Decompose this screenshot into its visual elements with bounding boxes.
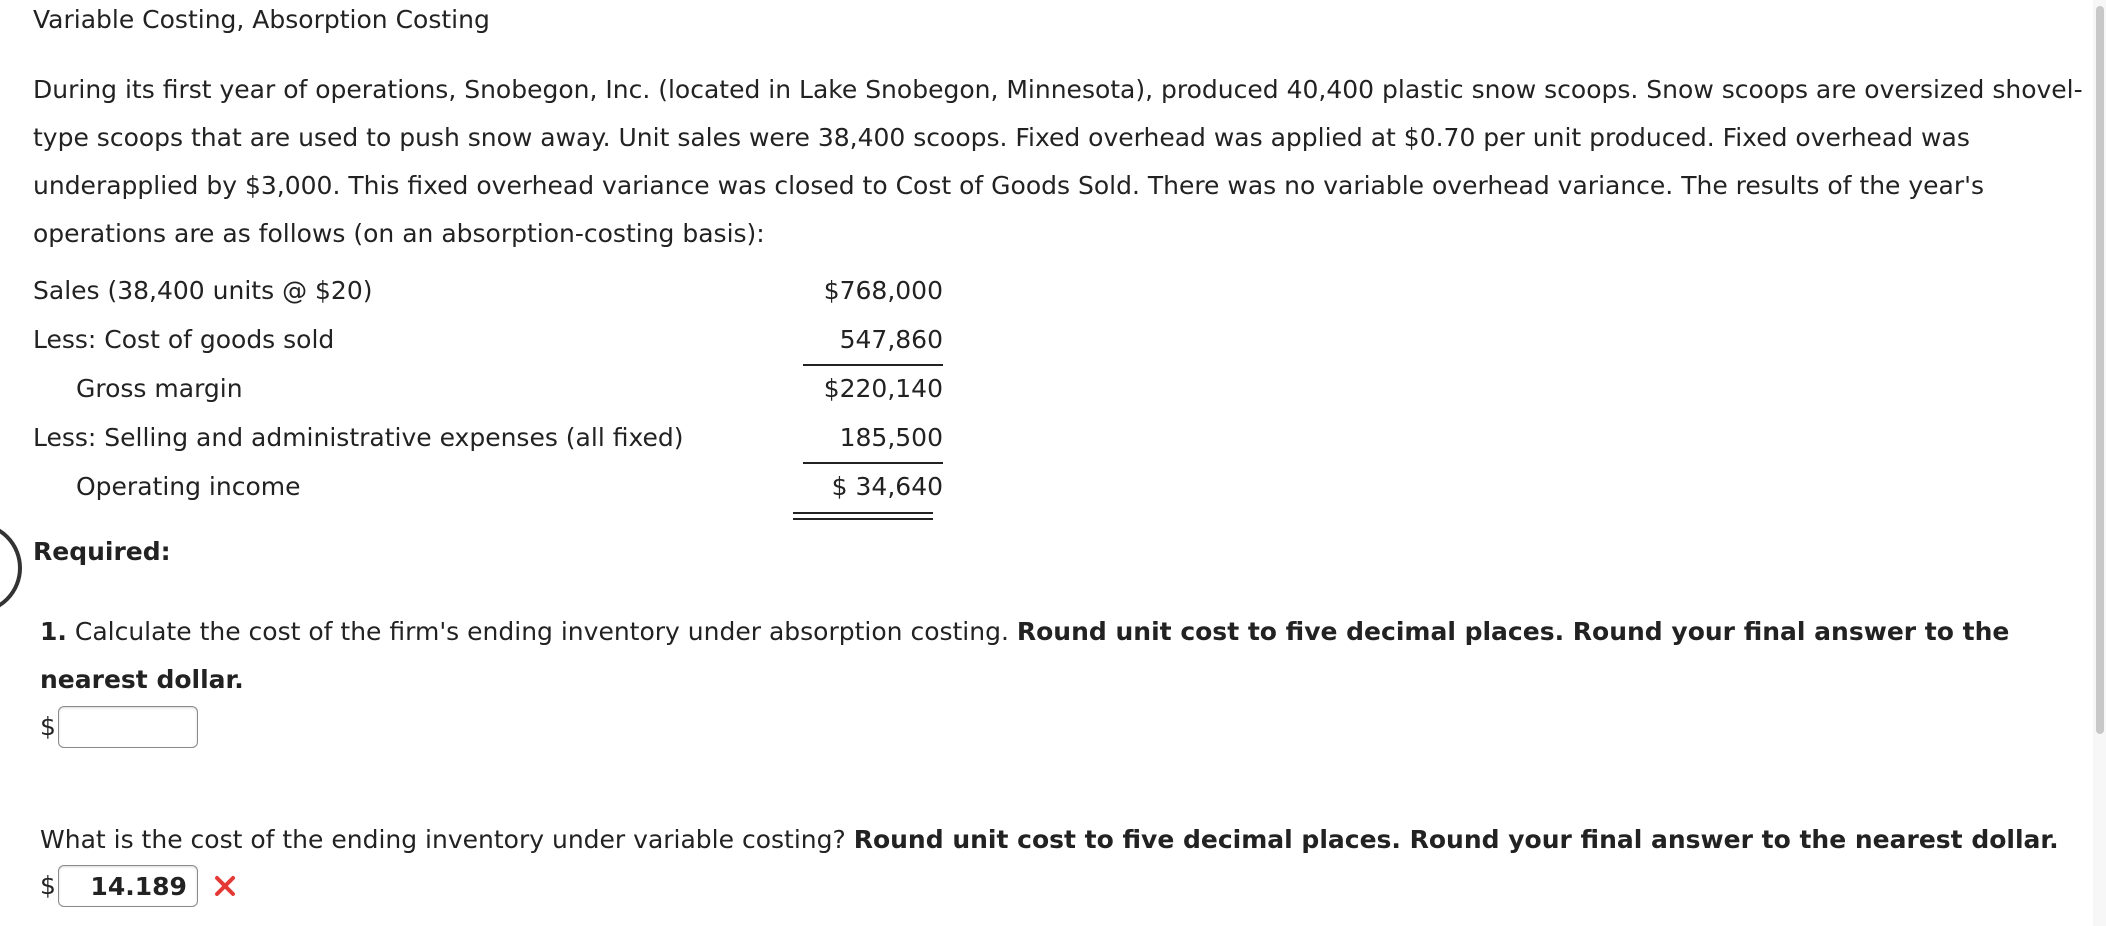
statement-row-gross-margin [33,366,943,415]
question-instructions: Round unit cost to five decimal places. Round your final answer to the nearest dollar. [853,825,2059,854]
required-label: Required: [33,537,171,566]
question-text: Calculate the cost of the firm's ending inventory under absorption costing. [74,617,1009,646]
currency-symbol: $ [40,712,56,741]
statement-amount: 547,860 [839,325,943,354]
question-text: What is the cost of the ending inventory under variable costing? [40,825,846,854]
currency-symbol: $ [40,871,56,900]
circle-indicator [0,522,22,614]
answer-row-2 [40,863,236,909]
statement-label: Sales (38,400 units @ $20) [33,276,373,305]
statement-label: Less: Selling and administrative expenses (all fixed) [33,423,684,452]
incorrect-x-icon [214,875,236,897]
question-1 [40,608,2085,704]
statement-row-sga [33,415,943,464]
statement-amount: $220,140 [823,374,943,403]
statement-row-cogs [33,317,943,366]
answer-row-1 [40,704,198,750]
problem-intro: During its first year of operations, Snobegon, Inc. (located in Lake Snobegon, Minnesota), produced 40,400 plastic snow scoops. Snow scoops are oversized shovel-type scoops that are used to push snow away. Unit sales were 38,400 scoops. Fixed overhead was applied at $0.70 per unit produced. Fixed overhead was underapplied by $3,000. This fixed overhead variance was closed to Cost of Goods Sold. There was no variable overhead variance. The results of the year's operations are as follows (on an absorption-costing basis): [33,75,2083,248]
ending-inventory-variable-input[interactable] [58,865,198,907]
statement-label: Gross margin [76,374,243,403]
statement-amount: $ 34,640 [831,472,943,501]
question-2 [40,820,2085,860]
statement-row-operating-income [33,464,943,513]
statement-amount: 185,500 [839,423,943,452]
statement-amount: $768,000 [823,276,943,305]
statement-label: Operating income [76,472,301,501]
page-title: Variable Costing, Absorption Costing [33,5,490,34]
ending-inventory-absorption-input[interactable] [58,706,198,748]
statement-label: Less: Cost of goods sold [33,325,335,354]
question-instructions: Round unit cost to five decimal places. Round your final answer to the nearest dollar. [40,617,2010,694]
total-double-rule [793,512,933,520]
income-statement [33,268,943,513]
statement-row-sales [33,268,943,317]
question-number: 1. [40,617,67,646]
scrollbar-thumb[interactable] [2096,6,2104,734]
